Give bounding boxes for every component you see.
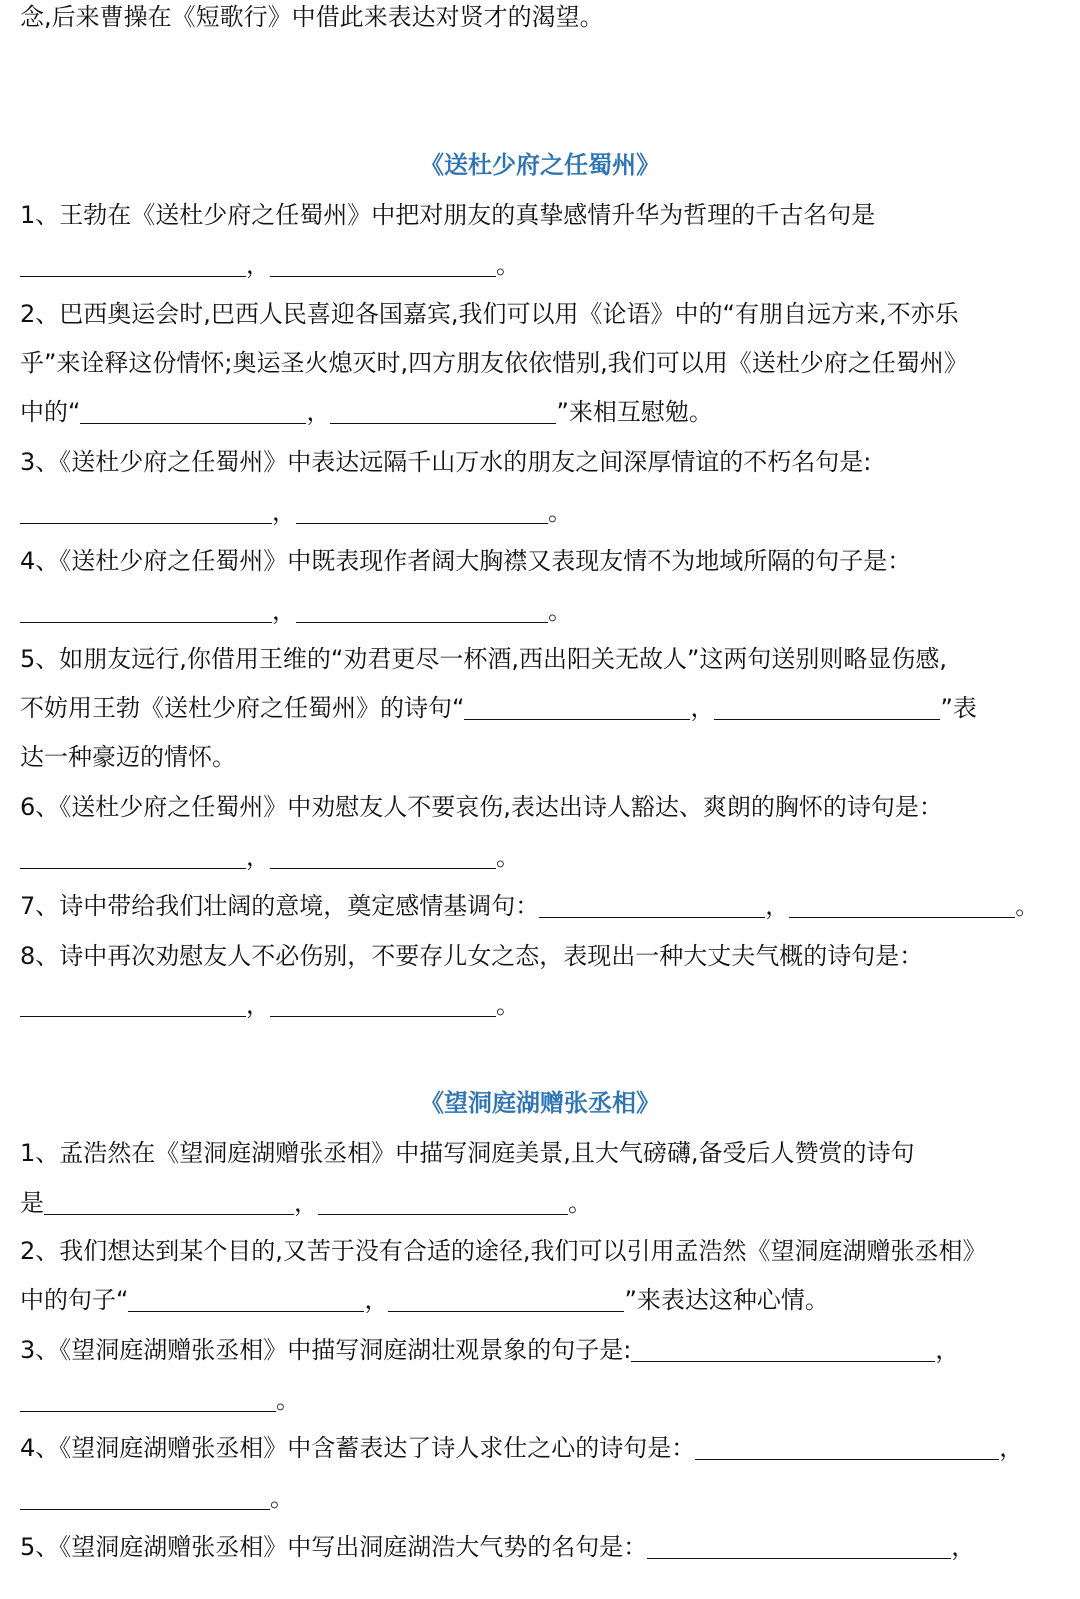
period: 。 bbox=[496, 843, 520, 871]
period: 。 bbox=[270, 1484, 294, 1512]
period: 。 bbox=[276, 1386, 300, 1414]
comma: ， bbox=[294, 1189, 318, 1217]
answer-blank[interactable] bbox=[20, 994, 246, 1017]
period: 。 bbox=[496, 251, 520, 279]
answer-blank[interactable] bbox=[539, 895, 765, 918]
comma: ， bbox=[951, 1533, 976, 1561]
comma: ， bbox=[246, 843, 270, 871]
comma: ， bbox=[999, 1434, 1024, 1462]
question-4-text: 4、《望洞庭湖赠张丞相》中含蓄表达了诗人求仕之心的诗句是： bbox=[20, 1434, 696, 1462]
period: 。 bbox=[1015, 892, 1040, 920]
answer-blank[interactable] bbox=[20, 1389, 276, 1412]
question-1-line-1: 1、孟浩然在《望洞庭湖赠张丞相》中描写洞庭美景,且大气磅礴,备受后人赞赏的诗句 bbox=[20, 1139, 915, 1167]
comma: ， bbox=[272, 498, 296, 526]
comma: ， bbox=[246, 251, 270, 279]
answer-blank[interactable] bbox=[647, 1536, 951, 1559]
question-2-line-3 bbox=[20, 397, 713, 427]
answer-blank[interactable] bbox=[270, 254, 496, 277]
question-3-text: 3、《送杜少府之任蜀州》中表达远隔千山万水的朋友之间深厚情谊的不朽名句是: bbox=[20, 448, 872, 476]
answer-blank[interactable] bbox=[20, 846, 246, 869]
question-5-line-3: 达一种豪迈的情怀。 bbox=[20, 743, 236, 771]
question-5-row bbox=[20, 1532, 975, 1562]
question-1-line-2-start: 是 bbox=[20, 1189, 44, 1217]
question-5-text: 5、《望洞庭湖赠张丞相》中写出洞庭湖浩大气势的名句是： bbox=[20, 1533, 648, 1561]
question-1-answer-row bbox=[20, 250, 520, 280]
question-1-text: 1、王勃在《送杜少府之任蜀州》中把对朋友的真挚感情升华为哲理的千古名句是 bbox=[20, 201, 876, 229]
answer-blank[interactable] bbox=[695, 1437, 999, 1460]
question-2-line-2 bbox=[20, 1285, 829, 1315]
period: 。 bbox=[496, 991, 520, 1019]
answer-blank[interactable] bbox=[789, 895, 1015, 918]
question-2-line-3-start: 中的“ bbox=[20, 398, 81, 426]
question-7-text: 7、诗中带给我们壮阔的意境，奠定感情基调句： bbox=[20, 892, 540, 920]
comma: ， bbox=[765, 892, 790, 920]
answer-blank[interactable] bbox=[464, 697, 690, 720]
comma: ， bbox=[690, 694, 715, 722]
question-3-answer-row bbox=[20, 497, 572, 527]
question-2-line-1: 2、巴西奥运会时,巴西人民喜迎各国嘉宾,我们可以用《论语》中的“有朋自远方来,不亦乐 bbox=[20, 300, 959, 328]
question-5-line-1: 5、如朋友远行,你借用王维的“劝君更尽一杯酒,西出阳关无故人”这两句送别则略显伤感, bbox=[20, 645, 948, 673]
question-3-text: 3、《望洞庭湖赠张丞相》中描写洞庭湖壮观景象的句子是: bbox=[20, 1336, 632, 1364]
question-5-line-2-end: ”表 bbox=[940, 694, 977, 722]
answer-blank[interactable] bbox=[270, 846, 496, 869]
question-8-answer-row bbox=[20, 990, 520, 1020]
question-7-row bbox=[20, 891, 1039, 921]
question-2-line-2-end: ”来表达这种心情。 bbox=[624, 1286, 829, 1314]
question-1-line-2 bbox=[20, 1188, 592, 1218]
section-title: 《送杜少府之任蜀州》 bbox=[420, 151, 660, 179]
question-4-row bbox=[20, 1433, 1023, 1463]
question-5-line-2 bbox=[20, 693, 977, 723]
answer-blank[interactable] bbox=[44, 1192, 294, 1215]
answer-blank[interactable] bbox=[714, 697, 940, 720]
question-3-row bbox=[20, 1335, 959, 1365]
answer-blank[interactable] bbox=[20, 254, 246, 277]
answer-blank[interactable] bbox=[296, 600, 548, 623]
period: 。 bbox=[548, 597, 572, 625]
comma: ， bbox=[306, 398, 331, 426]
question-6-text: 6、《送杜少府之任蜀州》中劝慰友人不要哀伤,表达出诗人豁达、爽朗的胸怀的诗句是： bbox=[20, 793, 943, 821]
period: 。 bbox=[568, 1189, 592, 1217]
answer-blank[interactable] bbox=[388, 1289, 624, 1312]
answer-blank[interactable] bbox=[270, 994, 496, 1017]
question-4-answer-row bbox=[20, 1483, 294, 1513]
question-2-line-3-end: ”来相互慰勉。 bbox=[556, 398, 713, 426]
answer-blank[interactable] bbox=[330, 401, 556, 424]
question-5-line-2-start: 不妨用王勃《送杜少府之任蜀州》的诗句“ bbox=[20, 694, 465, 722]
intro-text: 念,后来曹操在《短歌行》中借此来表达对贤才的渴望。 bbox=[20, 3, 604, 31]
answer-blank[interactable] bbox=[631, 1339, 935, 1362]
answer-blank[interactable] bbox=[128, 1289, 364, 1312]
intro-tail bbox=[20, 2, 604, 32]
comma: ， bbox=[272, 597, 296, 625]
answer-blank[interactable] bbox=[20, 600, 272, 623]
answer-blank[interactable] bbox=[20, 501, 272, 524]
question-4-answer-row bbox=[20, 596, 572, 626]
comma: ， bbox=[935, 1336, 960, 1364]
question-4-text: 4、《送杜少府之任蜀州》中既表现作者阔大胸襟又表现友情不为地域所隔的句子是： bbox=[20, 547, 912, 575]
question-3-answer-row bbox=[20, 1385, 300, 1415]
comma: ， bbox=[364, 1286, 389, 1314]
comma: ， bbox=[246, 991, 270, 1019]
answer-blank[interactable] bbox=[296, 501, 548, 524]
period: 。 bbox=[548, 498, 572, 526]
question-2-line-2-start: 中的句子“ bbox=[20, 1286, 129, 1314]
answer-blank[interactable] bbox=[80, 401, 306, 424]
question-2-line-2: 乎”来诠释这份情怀;奥运圣火熄灭时,四方朋友依依惜别,我们可以用《送杜少府之任蜀州》 bbox=[20, 349, 968, 377]
question-6-answer-row bbox=[20, 842, 520, 872]
section-title: 《望洞庭湖赠张丞相》 bbox=[420, 1089, 660, 1117]
answer-blank[interactable] bbox=[20, 1487, 270, 1510]
question-8-text: 8、诗中再次劝慰友人不必伤别，不要存儿女之态，表现出一种大丈夫气概的诗句是： bbox=[20, 942, 924, 970]
answer-blank[interactable] bbox=[318, 1192, 568, 1215]
question-2-line-1: 2、我们想达到某个目的,又苦于没有合适的途径,我们可以引用孟浩然《望洞庭湖赠张丞相》 bbox=[20, 1237, 987, 1265]
